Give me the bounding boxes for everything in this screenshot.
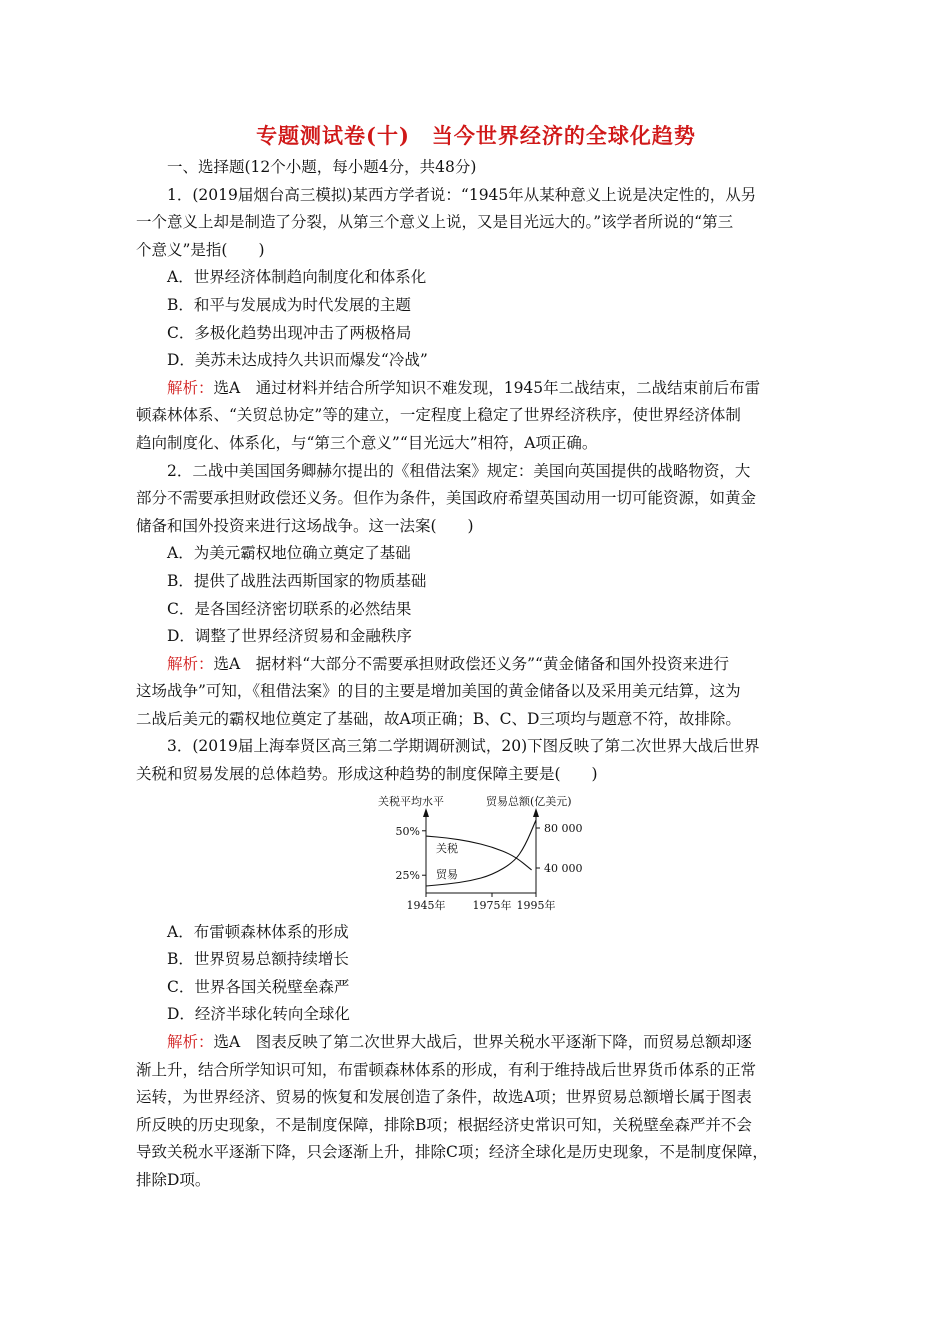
option-d: D．美苏未达成持久共识而爆发“冷战”: [167, 351, 428, 370]
series-label-trade: 贸易: [436, 867, 458, 881]
right-axis-label: 贸易总额(亿美元): [486, 794, 572, 808]
option-a: A．为美元霸权地位确立奠定了基础: [167, 544, 411, 563]
section-heading: 一、选择题(12个小题，每小题4分，共48分): [167, 158, 477, 176]
left-axis-arrow: [423, 808, 429, 817]
option-c: C．是各国经济密切联系的必然结果: [167, 599, 412, 618]
option-c: C．世界各国关税壁垒森严: [167, 977, 350, 996]
analysis-line: 运转，为世界经济、贸易的恢复和发展创造了条件，故选A项；世界贸易总额增长属于图表: [136, 1088, 752, 1107]
option-c: C．多极化趋势出现冲击了两极格局: [167, 323, 412, 342]
analysis-line: [136, 1029, 816, 1057]
x-tick-label: 1995年: [516, 898, 556, 912]
question-stem-line: 一个意义上却是制造了分裂，从第三个意义上说，又是目光远大的。”该学者所说的“第三: [136, 213, 734, 232]
question-1: [136, 182, 816, 458]
question-stem-line: 3．(2019届上海奉贤区高三第二学期调研测试，20)下图反映了第二次世界大战后世界: [167, 737, 760, 756]
left-tick-label: 25%: [395, 868, 420, 882]
analysis-line: 排除D项。: [136, 1171, 211, 1189]
analysis-label: 解析：: [167, 1033, 214, 1052]
right-axis-arrow: [533, 808, 539, 817]
chart-svg: [378, 793, 583, 913]
series-label-tariff: 关税: [436, 841, 458, 855]
question-2: [136, 458, 816, 734]
option-a: A．世界经济体制趋向制度化和体系化: [167, 268, 427, 287]
right-tick-label: 40 000: [544, 861, 583, 875]
analysis-line: 趋向制度化、体系化，与“第三个意义”“目光远大”相符，A项正确。: [136, 433, 598, 452]
option-d: D．经济半球化转向全球化: [167, 1005, 350, 1024]
analysis-line: 顿森林体系、“关贸总协定”等的建立，一定程度上稳定了世界经济秩序，使世界经济体制: [136, 406, 741, 425]
left-tick-label: 50%: [395, 824, 420, 838]
analysis-text: 选A 通过材料并结合所学知识不难发现，1945年二战结束，二战结束前后布雷: [213, 378, 761, 397]
analysis-label: 解析：: [167, 654, 214, 673]
page-title: 专题测试卷(十) 当今世界经济的全球化趋势: [256, 123, 696, 148]
question-stem-line: 1．(2019届烟台高三模拟)某西方学者说：“1945年从某种意义上说是决定性的，从另: [167, 185, 757, 204]
analysis-text: 选A 据材料“大部分不需要承担财政偿还义务”“黄金储备和国外投资来进行: [213, 654, 729, 673]
question-stem-line: 个意义”是指( ): [136, 240, 265, 259]
analysis-line: 这场战争”可知，《租借法案》的目的主要是增加美国的黄金储备以及采用美元结算，这为: [136, 682, 741, 701]
option-a: A．布雷顿森林体系的形成: [167, 922, 349, 941]
analysis-line: [136, 375, 816, 403]
analysis-text: 选A 图表反映了第二次世界大战后，世界关税水平逐渐下降，而贸易总额却逐: [213, 1033, 752, 1052]
question-stem-line: 部分不需要承担财政偿还义务。但作为条件，美国政府希望英国动用一切可能资源，如黄金: [136, 489, 757, 508]
question-stem-line: 储备和国外投资来进行这场战争。这一法案( ): [136, 516, 474, 535]
question-stem-line: 2．二战中美国国务卿赫尔提出的《租借法案》规定：美国向英国提供的战略物资，大: [167, 461, 751, 480]
right-tick-label: 80 000: [544, 821, 583, 835]
option-d: D．调整了世界经济贸易和金融秩序: [167, 627, 412, 646]
option-b: B．和平与发展成为时代发展的主题: [167, 295, 411, 314]
tariff-trade-chart: [136, 793, 816, 913]
document-page: [136, 118, 816, 1195]
left-axis-label: 关税平均水平: [378, 794, 444, 808]
analysis-line: 导致关税水平逐渐下降，只会逐渐上升，排除C项；经济全球化是历史现象，不是制度保障，: [136, 1143, 768, 1162]
x-tick-label: 1975年: [472, 898, 512, 912]
analysis-line: [136, 651, 816, 679]
analysis-line: 二战后美元的霸权地位奠定了基础，故A项正确；B、C、D三项均与题意不符，故排除。: [136, 709, 741, 728]
analysis-label: 解析：: [167, 378, 214, 397]
option-b: B．提供了战胜法西斯国家的物质基础: [167, 571, 427, 590]
question-3: [136, 733, 816, 1194]
analysis-line: 渐上升，结合所学知识可知，布雷顿森林体系的形成，有利于维持战后世界货币体系的正常: [136, 1060, 757, 1079]
x-tick-label: 1945年: [406, 898, 446, 912]
option-b: B．世界贸易总额持续增长: [167, 950, 349, 969]
analysis-line: 所反映的历史现象，不是制度保障，排除B项；根据经济史常识可知，关税壁垒森严并不会: [136, 1115, 752, 1134]
question-stem-line: 关税和贸易发展的总体趋势。形成这种趋势的制度保障主要是( ): [136, 765, 598, 784]
